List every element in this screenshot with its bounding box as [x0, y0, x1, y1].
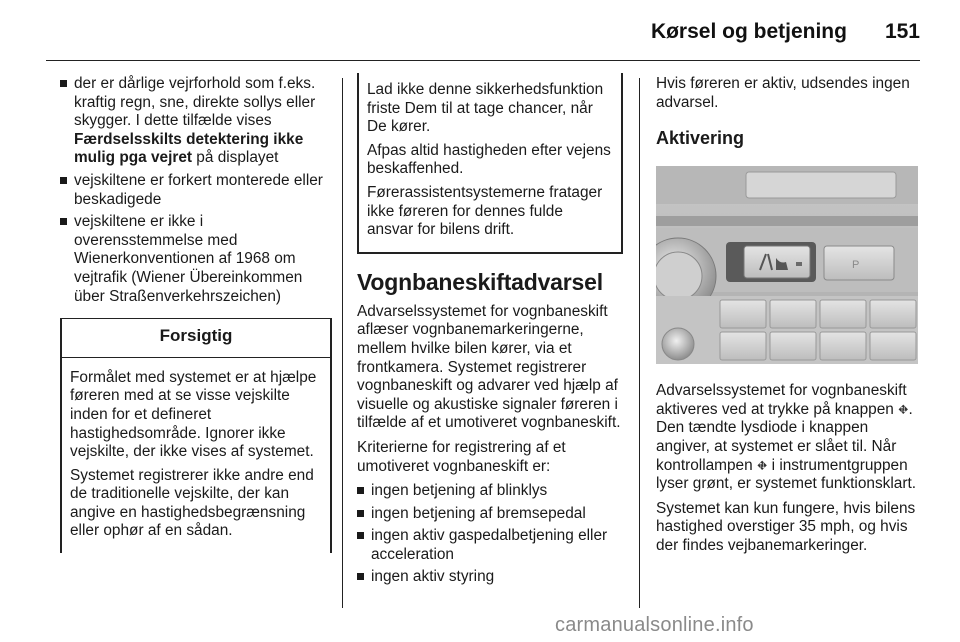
subsection-title: Aktivering: [656, 128, 745, 149]
list-item: ingen aktiv gaspedalbetjening eller acceleration: [357, 527, 623, 564]
watermark: carmanualsonline.info: [555, 614, 754, 636]
header-rule: [46, 60, 920, 61]
criteria-list: [357, 482, 623, 587]
caution-box: [60, 318, 332, 553]
intro-paragraph: Advarselssystemet for vognbaneskift aflæser vognbanemarkeringerne, mellem hvilke bilen kører, via et frontkamera. Systemet registrerer vognbaneskift og advarer ved hjælp af visuelle og akustiske signaler føreren i tilfælde af et umotiveret vognbaneskift.: [357, 302, 621, 432]
criteria-paragraph: Kriterierne for registrering af et umotiveret vognbaneskift er:: [357, 438, 566, 475]
column-3: [656, 75, 924, 562]
caution-box-continued: [357, 73, 623, 254]
header-title: Kørsel og betjening: [650, 20, 847, 43]
list-item: ingen betjening af bremsepedal: [357, 505, 623, 524]
activation-paragraph: Advarselssystemet for vognbaneskift aktiveres ved at trykke på knappen ⛖. Den tændte lysdiode i knappen angiver, at systemet er slået til. Når kontrollampen ⛖ i instrumentgruppen lyser grønt, er systemet funktionsklart.: [656, 382, 917, 493]
column-1: [60, 75, 332, 553]
page-header: [651, 12, 920, 52]
list-item: ingen betjening af blinklys: [357, 482, 623, 501]
svg-text:P: P: [852, 259, 860, 272]
lane-departure-icon: ⛖: [756, 457, 768, 473]
lane-departure-icon: ⛖: [898, 401, 909, 417]
section-title: Vognbaneskiftadvarsel: [357, 268, 603, 295]
caution-paragraph: Lad ikke denne sikkerhedsfunktion friste Dem til at tage chancer, når De kører.: [367, 81, 604, 136]
list-item: ingen aktiv styring: [357, 568, 623, 587]
speed-paragraph: Systemet kan kun fungere, hvis bilens hastighed overstiger 35 mph, og hvis der findes vejbanemarkeringer.: [656, 499, 916, 554]
caution-paragraph: Formålet med systemet er at hjælpe føreren med at se visse vejskilte inden for et defineret hastighedsområde. Ignorer ikke vejskilte, der ikke vises af systemet.: [70, 368, 317, 461]
column-divider-1: [342, 78, 343, 608]
dashboard-button-photo: [656, 166, 918, 364]
list-item: vejskiltene er ikke i overensstemmelse med Wienerkonventionen af 1968 om vejtrafik (Wiener Übereinkommen über Straßenverkehrszeichen): [60, 213, 332, 306]
caution-title: Forsigtig: [62, 319, 330, 358]
caution-paragraph: Systemet registrerer ikke andre end de traditionelle vejskilte, der kan angive en hastighedsbegrænsning eller ophør af en sådan.: [70, 466, 314, 540]
column-2: [357, 75, 623, 591]
column-divider-2: [639, 78, 640, 608]
caution-paragraph: Førerassistentsystemerne fratager ikke føreren for dennes fulde ansvar for bilens drift.: [367, 183, 603, 239]
driver-active-paragraph: Hvis føreren er aktiv, udsendes ingen advarsel.: [656, 75, 910, 111]
list-item: vejskiltene er forkert monterede eller beskadigede: [60, 172, 332, 209]
condition-list: [60, 75, 332, 306]
caution-paragraph: Afpas altid hastigheden efter vejens beskaffenhed.: [367, 141, 611, 178]
page-number: 151: [884, 20, 920, 43]
list-item: der er dårlige vejrforhold som f.eks. kraftig regn, sne, direkte sollys eller skygger. I dette tilfælde vises Færdselsskilts detektering ikke mulig pga vejret på displayet: [60, 75, 332, 168]
